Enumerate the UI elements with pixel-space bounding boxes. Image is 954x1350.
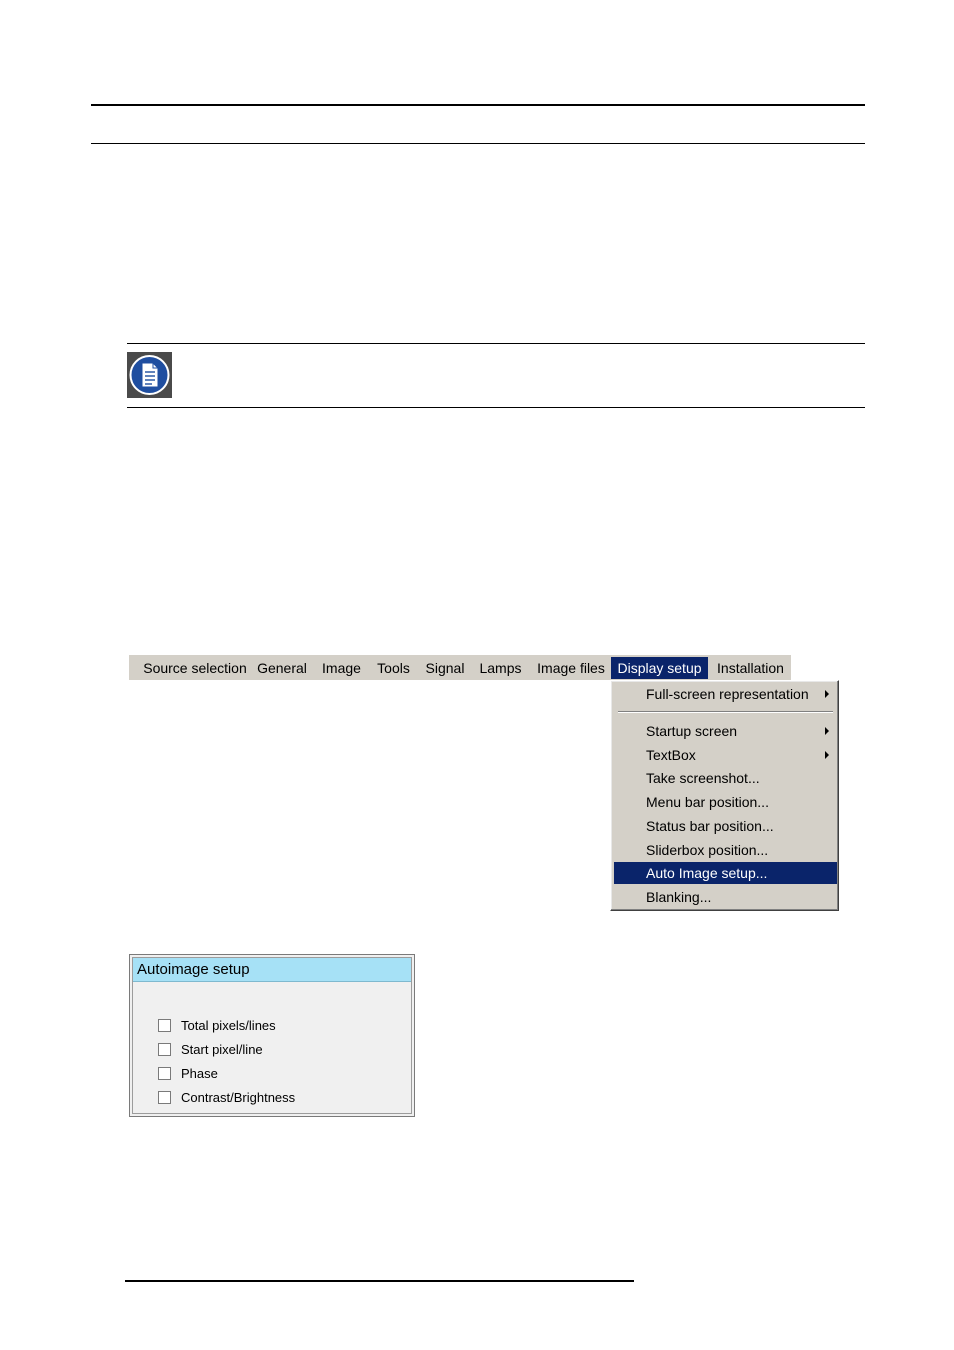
footer-rule [125, 1280, 634, 1282]
menu-image-files[interactable]: Image files [537, 660, 605, 676]
menuitem-label: Blanking... [646, 889, 712, 905]
header-rule [91, 104, 865, 106]
menuitem-menu-bar-position[interactable] [614, 791, 837, 813]
checkbox[interactable] [158, 1067, 171, 1080]
menuitem-auto-image-setup[interactable] [614, 862, 837, 884]
option-start-pixel-line[interactable] [158, 1040, 263, 1060]
note-rule-bottom [127, 407, 865, 408]
menuitem-sliderbox-position[interactable] [614, 839, 837, 861]
menuitem-label: Menu bar position... [646, 794, 769, 810]
menu-lamps[interactable]: Lamps [479, 660, 522, 676]
checkbox[interactable] [158, 1043, 171, 1056]
option-contrast-brightness[interactable] [158, 1088, 295, 1108]
menu-installation[interactable]: Installation [717, 660, 784, 676]
checkbox[interactable] [158, 1019, 171, 1032]
menuitem-blanking[interactable] [614, 886, 837, 908]
menuitem-label: Full-screen representation [646, 686, 809, 702]
display-setup-dropdown [610, 680, 839, 911]
dialog-title: Autoimage setup [133, 958, 411, 982]
option-label: Contrast/Brightness [181, 1090, 296, 1105]
menu-image[interactable]: Image [322, 660, 361, 676]
menu-tools[interactable]: Tools [377, 660, 410, 676]
menuitem-textbox[interactable] [614, 744, 837, 766]
header-rule-thin [91, 143, 865, 144]
checkbox[interactable] [158, 1091, 171, 1104]
menuitem-label: Auto Image setup... [646, 865, 768, 881]
triangle-right-icon [825, 690, 829, 698]
menu-display-setup[interactable]: Display setup [611, 657, 708, 679]
menuitem-label: Status bar position... [646, 818, 774, 834]
menuitem-startup-screen[interactable] [614, 720, 837, 742]
option-label: Total pixels/lines [181, 1018, 276, 1033]
menu-bar [129, 655, 791, 680]
menu-source-selection[interactable]: Source selection [143, 660, 247, 676]
autoimage-setup-dialog [129, 954, 415, 1117]
option-label: Phase [181, 1066, 218, 1081]
option-label: Start pixel/line [181, 1042, 263, 1057]
dialog-body [132, 957, 412, 1114]
option-total-pixels-lines[interactable] [158, 1016, 276, 1036]
menu-separator [618, 711, 833, 713]
menuitem-label: TextBox [646, 747, 696, 763]
document-note-icon [127, 352, 172, 398]
menuitem-full-screen-representation[interactable] [614, 683, 837, 705]
menuitem-take-screenshot[interactable] [614, 767, 837, 789]
menuitem-label: Startup screen [646, 723, 738, 739]
option-phase[interactable] [158, 1064, 218, 1084]
menu-general[interactable]: General [257, 660, 307, 676]
menu-signal[interactable]: Signal [425, 660, 465, 676]
triangle-right-icon [825, 751, 829, 759]
triangle-right-icon [825, 727, 829, 735]
note-rule-top [127, 343, 865, 344]
menuitem-label: Sliderbox position... [646, 842, 769, 858]
menuitem-status-bar-position[interactable] [614, 815, 837, 837]
menuitem-label: Take screenshot... [646, 770, 760, 786]
